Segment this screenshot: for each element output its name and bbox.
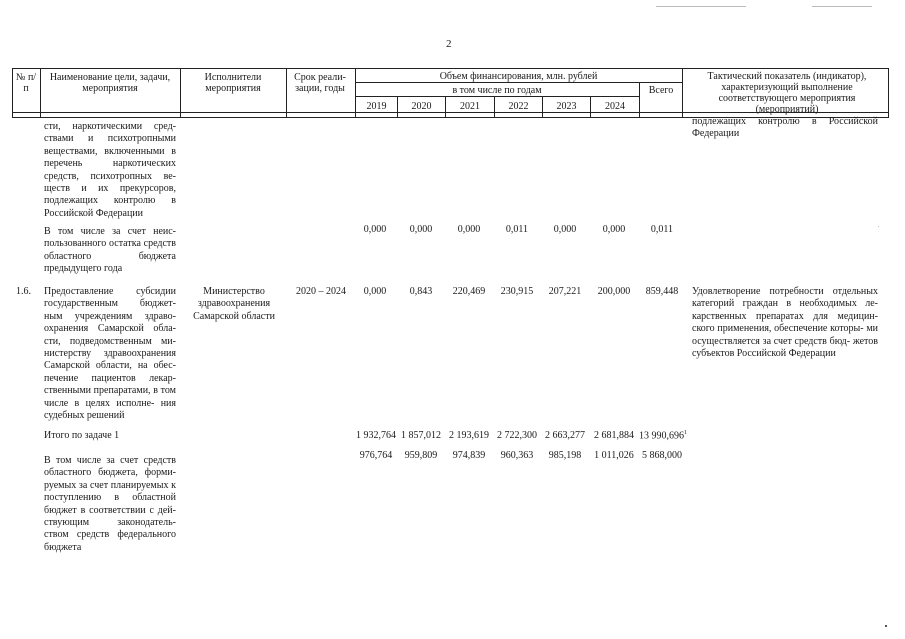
row-term: 2020 – 2024 <box>296 286 346 297</box>
header-year-2020: 2020 <box>411 101 432 112</box>
value-2022: 2 722,300 <box>497 430 537 441</box>
value-2023: 0,000 <box>553 224 577 235</box>
value-2019: 1 932,764 <box>356 430 396 441</box>
scan-mark-top-right <box>812 6 872 7</box>
scan-speck <box>878 226 879 227</box>
header-year-2019: 2019 <box>366 101 387 112</box>
header-year-2021: 2021 <box>460 101 480 112</box>
row-executor: Министерство здравоохранения Самарской области <box>193 286 275 322</box>
value-2023: 2 663,277 <box>545 430 585 441</box>
value-2019: 976,764 <box>359 450 393 461</box>
value-2024: 1 011,026 <box>594 450 634 461</box>
row-name: сти, наркотическими сред- ствами и психотропными веществами, включенными в перечень наркотических средств, психотропных ве- ществ и их прекурсоров, подлежащих контролю в Российской Федерации <box>44 121 176 219</box>
scan-speck <box>885 625 887 627</box>
row-indicator: Удовлетворение потребности отдельных категорий граждан в необходимых ле- карственных препаратах для медицин- ского применения, обеспечение которы- ми осуществляется за счет средств бюд- жетов субъектов Российской Федерации <box>692 286 878 360</box>
value-total <box>637 430 689 441</box>
header-year-2023: 2023 <box>556 101 577 112</box>
value-2023: 985,198 <box>548 450 582 461</box>
value-2021: 220,469 <box>452 286 486 297</box>
value-2019: 0,000 <box>363 224 387 235</box>
header-year-2022: 2022 <box>508 101 529 112</box>
header-name: Наименование цели, задачи, мероприятия <box>49 72 171 94</box>
value-total: 859,448 <box>645 286 679 297</box>
row-name: Итого по задаче 1 <box>44 430 120 441</box>
vline-2 <box>180 68 181 118</box>
vline-0 <box>12 68 13 118</box>
row-name: В том числе за счет неис- пользованного остатка средств областного бюджета предыдущего года <box>44 226 176 275</box>
value-2022: 0,011 <box>505 224 529 235</box>
header-finance: Объем финансирования, млн. рублей <box>439 71 598 82</box>
vline-11 <box>682 68 683 118</box>
header-top-border <box>12 68 888 69</box>
header-total: Всего <box>648 85 674 96</box>
value-2023: 207,221 <box>548 286 582 297</box>
header-year-2024: 2024 <box>605 101 625 112</box>
value-2020: 0,843 <box>409 286 433 297</box>
footnote-mark: 1 <box>684 430 687 436</box>
header-number: № п/п <box>15 72 37 94</box>
value-2020: 1 857,012 <box>401 430 441 441</box>
row-name: В том числе за счет средств областного бюджета, форми- руемых за счет планируемых к поступлению в областной бюджет в соответствии с дей- ствующим законодатель- ством средств федерального бюджета <box>44 455 176 553</box>
header-by-years: в том числе по годам <box>452 85 542 96</box>
value-2020: 959,809 <box>404 450 438 461</box>
value-2021: 2 193,619 <box>449 430 489 441</box>
row-name: Предоставление субсидии государственным бюджет- ным учреждениям здраво- охранения Самарской обла- сти, подведомственным ми- нистерству здравоохранения Самарской области, на обес- печение пациентов лекар- ственными препаратами, в том числе в целях исполне- ния судебных решений <box>44 286 176 422</box>
row-indicator: подлежащих контролю в Российской Федерации <box>692 116 878 140</box>
vline-1 <box>40 68 41 118</box>
header-executor: Исполнители мероприятия <box>204 72 262 94</box>
row-number: 1.6. <box>16 286 31 297</box>
value-2024: 2 681,884 <box>594 430 634 441</box>
value-2024: 200,000 <box>597 286 631 297</box>
value-2019: 0,000 <box>363 286 387 297</box>
scan-mark-top <box>656 6 746 7</box>
value-2021: 0,000 <box>457 224 481 235</box>
value-2022: 960,363 <box>500 450 534 461</box>
value-total-text: 13 990,696 <box>639 430 684 442</box>
value-2024: 0,000 <box>602 224 626 235</box>
value-2020: 0,000 <box>409 224 433 235</box>
vline-12 <box>888 68 889 118</box>
header-indicator: Тактический показатель (индикатор), характеризующий выполнение соответствующего мероприятия (мероприятий) <box>707 71 867 115</box>
value-2021: 974,839 <box>452 450 486 461</box>
value-total: 5 868,000 <box>642 450 682 461</box>
vline-3 <box>286 68 287 118</box>
value-total: 0,011 <box>650 224 674 235</box>
header-subline-1 <box>355 82 682 83</box>
value-2022: 230,915 <box>500 286 534 297</box>
page-number: 2 <box>446 38 452 50</box>
header-term: Срок реали- зации, годы <box>294 72 346 94</box>
